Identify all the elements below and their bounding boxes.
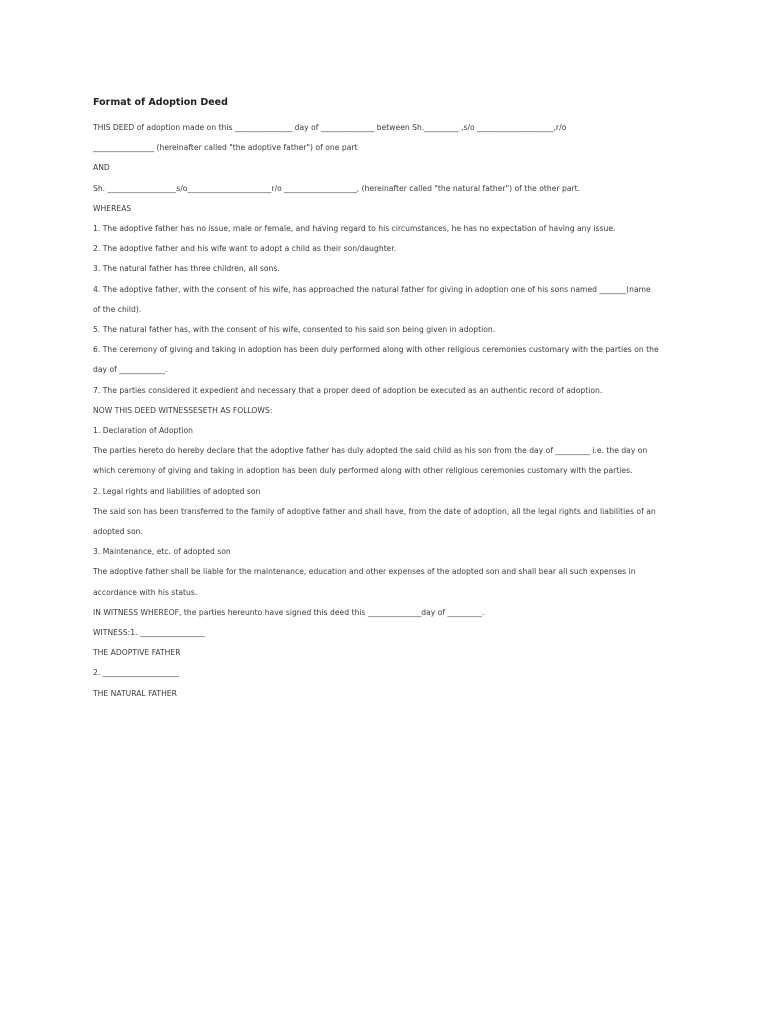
witness-2-line: 2. ____________________	[93, 668, 180, 678]
document-body	[93, 118, 693, 704]
recital-3: 3. The natural father has three children, all sons.	[93, 264, 280, 274]
recital-6-line-2: day of ____________.	[93, 365, 168, 375]
recital-2: 2. The adoptive father and his wife want to adopt a child as their son/daughter.	[93, 244, 397, 254]
deed-intro-line-2: ________________ (hereinafter called "the adoptive father") of one part	[93, 143, 358, 153]
recital-6-line-1: 6. The ceremony of giving and taking in adoption has been duly performed along with other religious ceremonies customary with the parties on the	[93, 345, 659, 355]
clause-2-line-2: adopted son.	[93, 527, 143, 537]
clause-3-heading: 3. Maintenance, etc. of adopted son	[93, 547, 231, 557]
witnesseth-heading: NOW THIS DEED WITNESSESETH AS FOLLOWS:	[93, 405, 273, 415]
whereas-heading: WHEREAS	[93, 203, 132, 213]
recital-1: 1. The adoptive father has no issue, male or female, and having regard to his circumstances, he has no expectation of having any issue.	[93, 224, 616, 234]
clause-3-line-2: accordance with his status.	[93, 587, 198, 597]
document-title: Format of Adoption Deed	[93, 97, 228, 108]
document-page	[93, 96, 693, 704]
witness-1-line: WITNESS:1. _________________	[93, 628, 205, 638]
adoptive-father-signature-label: THE ADOPTIVE FATHER	[93, 648, 181, 658]
in-witness-line: IN WITNESS WHEREOF, the parties hereunto have signed this deed this ______________day of _________.	[93, 607, 485, 617]
clause-1-line-2: which ceremony of giving and taking in adoption has been duly performed along with other religious ceremonies customary with the parties.	[93, 466, 633, 476]
clause-1-heading: 1. Declaration of Adoption	[93, 426, 193, 436]
clause-1-line-1: The parties hereto do hereby declare that the adoptive father has duly adopted the said child as his son from the day of _________ i.e. the day on	[93, 446, 648, 456]
recital-5: 5. The natural father has, with the consent of his wife, consented to his said son being given in adoption.	[93, 325, 496, 335]
clause-2-line-1: The said son has been transferred to the family of adoptive father and shall have, from the date of adoption, all the legal rights and liabilities of an	[93, 506, 656, 516]
clause-2-heading: 2. Legal rights and liabilities of adopted son	[93, 486, 261, 496]
recital-7: 7. The parties considered it expedient and necessary that a proper deed of adoption be executed as an authentic record of adoption.	[93, 385, 603, 395]
and-line: AND	[93, 163, 110, 173]
clause-3-line-1: The adoptive father shall be liable for the maintenance, education and other expenses of the adopted son and shall bear all such expenses in	[93, 567, 636, 577]
recital-4-line-2: of the child).	[93, 304, 142, 314]
deed-intro-line-1: THIS DEED of adoption made on this _______________ day of ______________ between Sh._________ ,s/o ____________________,r/o	[93, 123, 567, 132]
natural-father-signature-label: THE NATURAL FATHER	[93, 688, 177, 698]
recital-4-line-1: 4. The adoptive father, with the consent of his wife, has approached the natural father for giving in adoption one of his sons named _______(name	[93, 284, 651, 294]
natural-father-line: Sh. __________________s/o______________________r/o ___________________, (hereinafter called "the natural father") of the other part.	[93, 183, 581, 193]
